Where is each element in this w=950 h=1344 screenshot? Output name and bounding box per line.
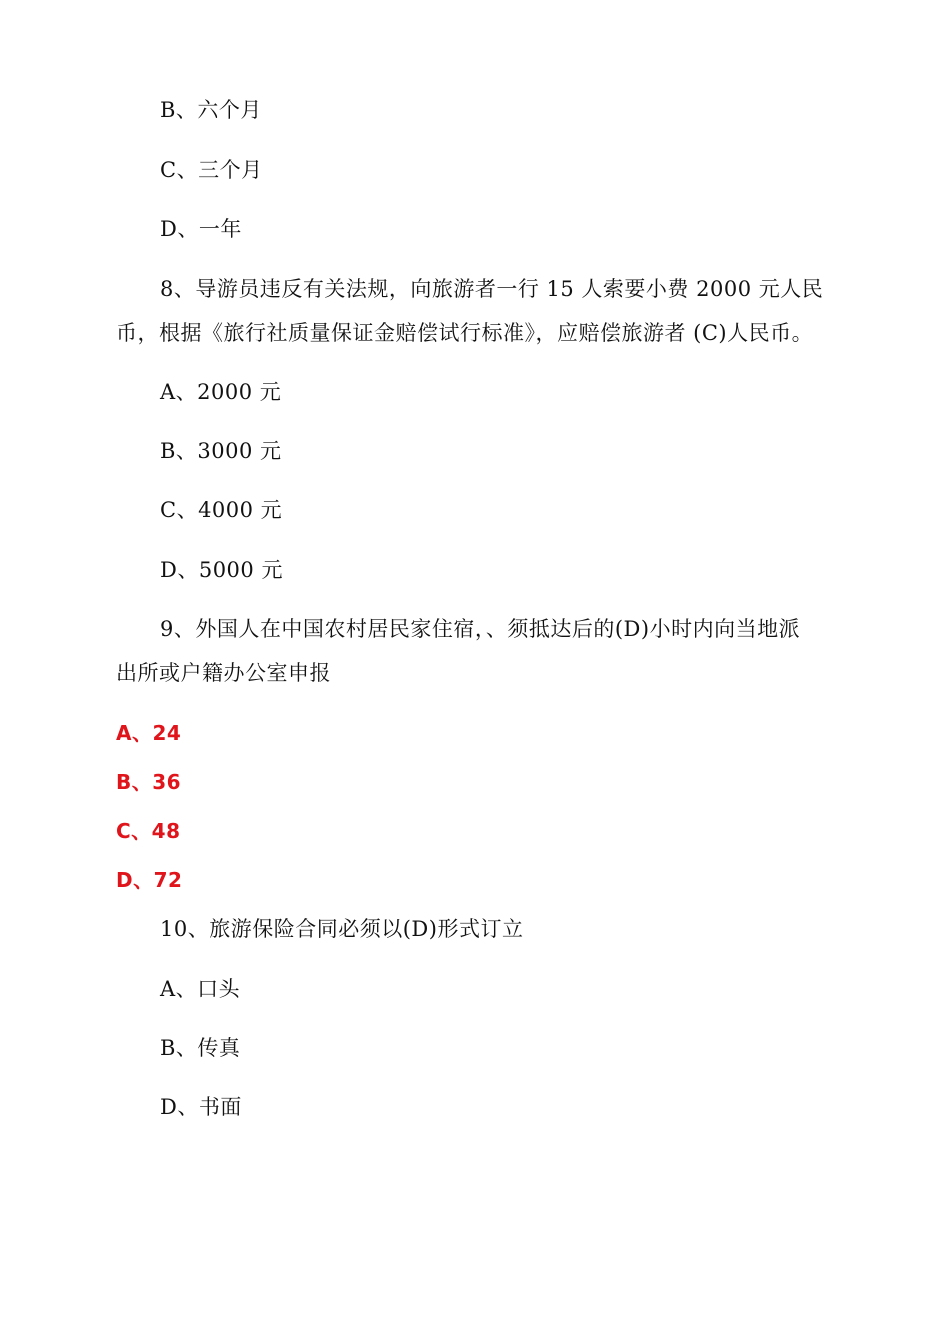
q8-option-a: A、2000 元 <box>160 380 282 404</box>
q8-option-b: B、3000 元 <box>160 439 282 463</box>
q10-stem: 10、旅游保险合同必须以(D)形式订立 <box>160 917 524 941</box>
q9-option-b: B、36 <box>116 770 182 794</box>
q10-option-b: B、传真 <box>160 1036 241 1060</box>
q8-stem-line1: 8、导游员违反有关法规，向旅游者一行 15 人索要小费 2000 元人民 <box>160 277 824 301</box>
q7-option-c: C、三个月 <box>160 158 263 182</box>
q9-option-a: A、24 <box>116 721 182 745</box>
q9-option-d: D、72 <box>116 868 183 892</box>
q9-option-c: C、48 <box>116 819 181 843</box>
q8-option-d: D、5000 元 <box>160 558 283 582</box>
q8-stem-line2: 币，根据《旅行社质量保证金赔偿试行标准》，应赔偿旅游者 (C)人民币。 <box>116 321 814 345</box>
q9-stem-line2: 出所或户籍办公室申报 <box>116 661 331 685</box>
q7-option-d: D、一年 <box>160 217 242 241</box>
q9-stem-line1: 9、外国人在中国农村居民家住宿，、须抵达后的(D)小时内向当地派 <box>160 617 801 641</box>
q10-option-d: D、书面 <box>160 1095 242 1119</box>
q10-option-a: A、口头 <box>160 977 241 1001</box>
q8-option-c: C、4000 元 <box>160 498 283 522</box>
q7-option-b: B、六个月 <box>160 98 262 122</box>
